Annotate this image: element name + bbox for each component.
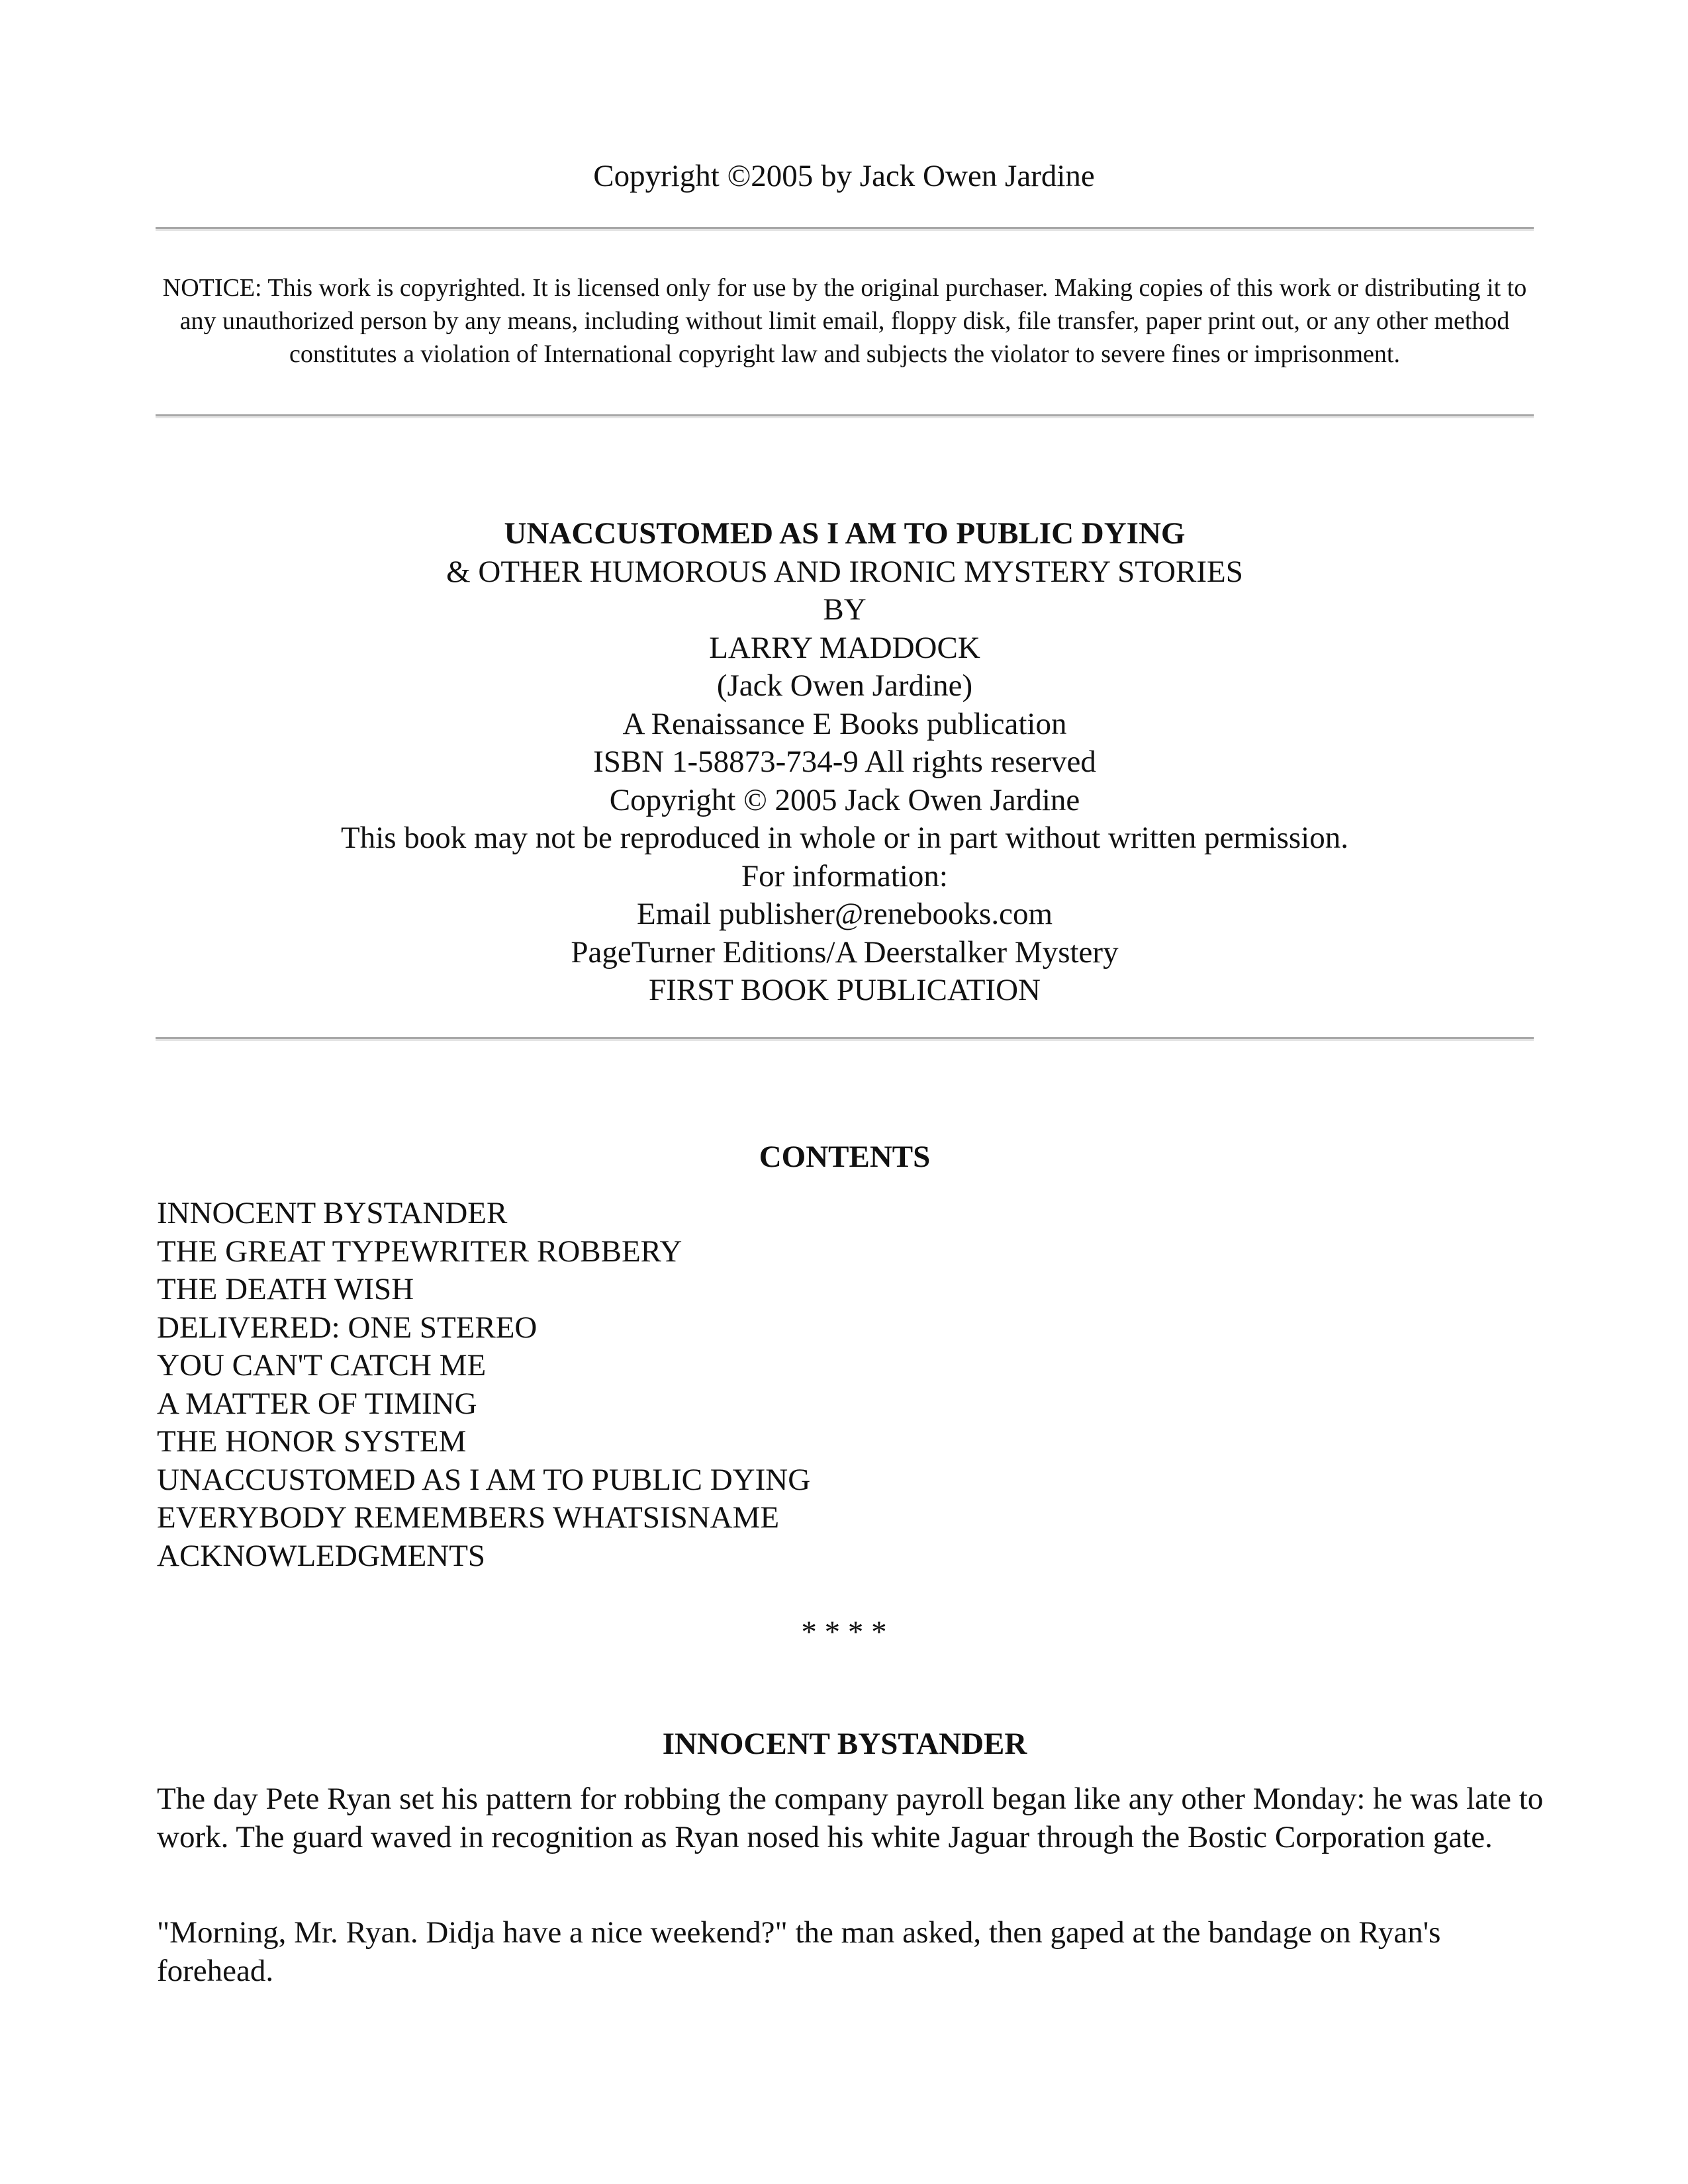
edition-line: FIRST BOOK PUBLICATION (649, 973, 1041, 1007)
book-subtitle: & OTHER HUMOROUS AND IRONIC MYSTERY STORIES (446, 554, 1243, 589)
story-paragraph: "Morning, Mr. Ryan. Didja have a nice weekend?" the man asked, then gaped at the bandage on Ryan's forehead. (157, 1915, 1441, 1988)
by-line: BY (823, 592, 867, 627)
toc-item: THE HONOR SYSTEM (157, 1424, 467, 1459)
divider-2 (156, 414, 1534, 418)
divider-1 (156, 227, 1534, 231)
section-separator: * * * * (801, 1615, 887, 1649)
toc-item: EVERYBODY REMEMBERS WHATSISNAME (157, 1500, 780, 1535)
toc-item: A MATTER OF TIMING (157, 1386, 477, 1421)
contents-heading: CONTENTS (759, 1140, 931, 1174)
author-name: LARRY MADDOCK (709, 630, 980, 665)
toc-item: ACKNOWLEDGMENTS (157, 1538, 486, 1573)
story-title: INNOCENT BYSTANDER (662, 1727, 1027, 1761)
copyright-header: Copyright ©2005 by Jack Owen Jardine (593, 159, 1095, 193)
imprint-line: PageTurner Editions/A Deerstalker Mystery (571, 934, 1119, 970)
title-block (156, 515, 1534, 1010)
toc-item: DELIVERED: ONE STEREO (157, 1310, 538, 1345)
isbn-line: ISBN 1-58873-734-9 All rights reserved (593, 745, 1096, 779)
table-of-contents (157, 1195, 810, 1575)
toc-item: THE GREAT TYPEWRITER ROBBERY (157, 1234, 682, 1269)
toc-item: UNACCUSTOMED AS I AM TO PUBLIC DYING (157, 1462, 811, 1497)
author-real-name: (Jack Owen Jardine) (716, 668, 973, 703)
rights-line: This book may not be reproduced in whole or in part without written permission. (341, 821, 1348, 855)
divider-3 (156, 1037, 1534, 1041)
copyright-notice: NOTICE: This work is copyrighted. It is licensed only for use by the original purchaser. Making copies of this work or distributing it to any unauthorized person by any means, including without limit email, floppy disk, file transfer, paper print out, or any other method constitutes a violation of International copyright law and subjects the violator to severe fines or imprisonment. (162, 274, 1527, 368)
book-title: UNACCUSTOMED AS I AM TO PUBLIC DYING (504, 516, 1186, 551)
info-label: For information: (741, 858, 948, 893)
story-paragraph: The day Pete Ryan set his pattern for robbing the company payroll began like any other Monday: he was late to work. The guard waved in recognition as Ryan nosed his white Jaguar through the Bostic Corporation gate. (157, 1782, 1544, 1854)
toc-item: YOU CAN'T CATCH ME (157, 1348, 487, 1383)
email-line: Email publisher@renebooks.com (636, 897, 1053, 931)
toc-item: THE DEATH WISH (157, 1272, 414, 1306)
toc-item: INNOCENT BYSTANDER (157, 1196, 508, 1230)
copyright-line: Copyright © 2005 Jack Owen Jardine (609, 782, 1080, 817)
publisher-line: A Renaissance E Books publication (622, 706, 1067, 741)
